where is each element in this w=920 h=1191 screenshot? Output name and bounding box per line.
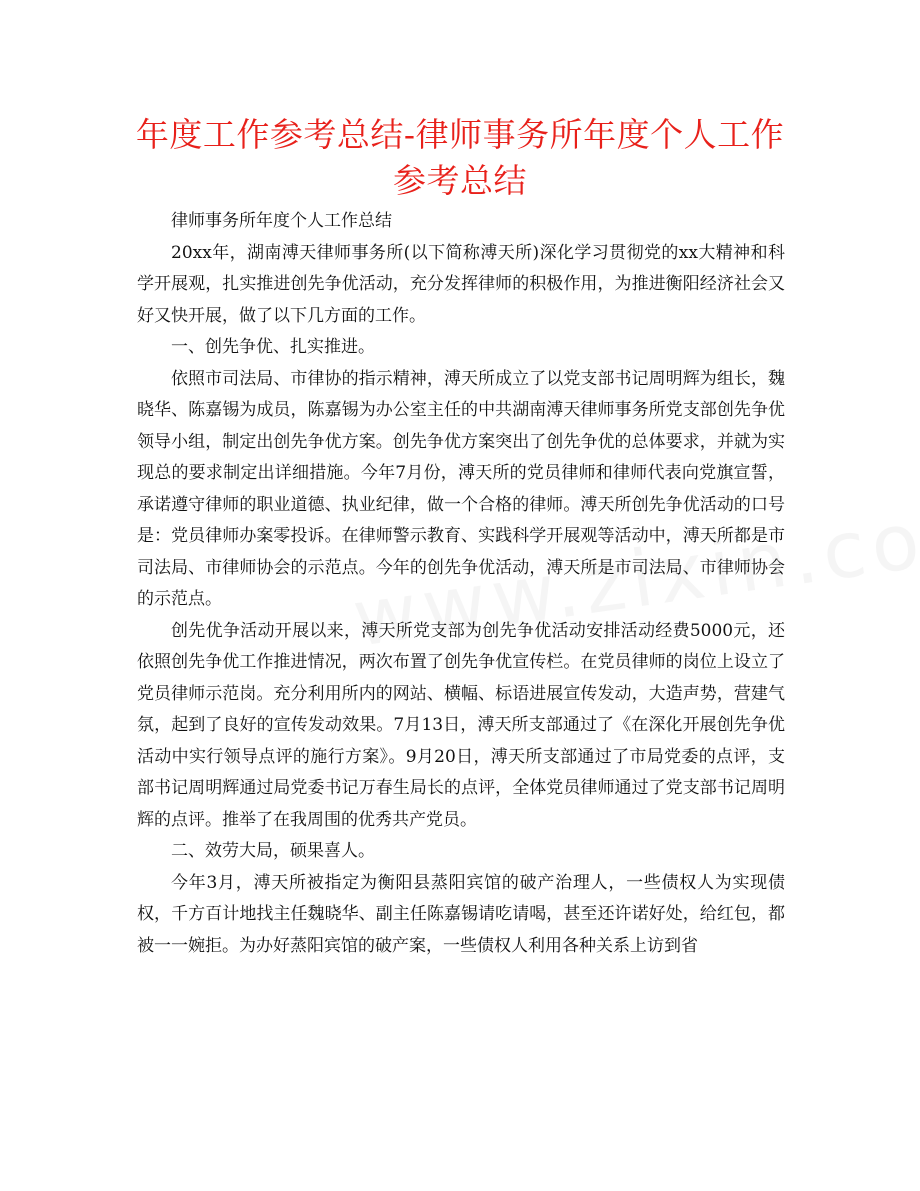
body-paragraph: 依照市司法局、市律协的指示精神，溥天所成立了以党支部书记周明辉为组长，魏晓华、陈嘉锡为成员，陈嘉锡为办公室主任的中共湖南溥天律师事务所党支部创先争优领导小组，制定出创先争优方案。创先争优方案突出了创先争优的总体要求，并就为实现总的要求制定出详细措施。今年7月份，溥天所的党员律师和律师代表向党旗宣誓，承诺遵守律师的职业道德、执业纪律，做一个合格的律师。溥天所创先争优活动的口号是：党员律师办案零投诉。在律师警示教育、实践科学开展观等活动中，溥天所都是市司法局、市律师协会的示范点。今年的创先争优活动，溥天所是市司法局、市律师协会的示范点。 [137,368,785,609]
document-title: 年度工作参考总结-律师事务所年度个人工作参考总结 [135,115,785,200]
body-paragraph: 创先优争活动开展以来，溥天所党支部为创先争优活动安排活动经费5000元，还依照创先争优工作推进情况，两次布置了创先争优宣传栏。在党员律师的岗位上设立了党员律师示范岗。充分利用所内的网站、横幅、标语进展宣传发动，大造声势，营建气氛，起到了良好的宣传发动效果。7月13日，溥天所支部通过了《在深化开展创先争优活动中实行领导点评的施行方案》。9月20日，溥天所支部通过了市局党委的点评，支部书记周明辉通过局党委书记万春生局长的点评，全体党员律师通过了党支部书记周明辉的点评。推举了在我周围的优秀共产党员。 [137,620,785,830]
subtitle-paragraph: 律师事务所年度个人工作总结 [171,211,392,231]
body-paragraph: 今年3月，溥天所被指定为衡阳县蒸阳宾馆的破产治理人，一些债权人为实现债权，千方百计地找主任魏晓华、副主任陈嘉锡请吃请喝，甚至还许诺好处，给红包，都被一一婉拒。为办好蒸阳宾馆的破产案，一些债权人利用各种关系上访到省 [137,872,785,956]
document-body [137,206,785,962]
intro-paragraph: 20xx年，湖南溥天律师事务所(以下简称溥天所)深化学习贯彻党的xx大精神和科学开展观，扎实推进创先争优活动，充分发挥律师的积极作用，为推进衡阳经济社会又好又快开展，做了以下几方面的工作。 [137,242,785,326]
section-heading-2: 二、效劳大局，硕果喜人。 [171,841,375,861]
section-heading-1: 一、创先争优、扎实推进。 [171,337,375,357]
